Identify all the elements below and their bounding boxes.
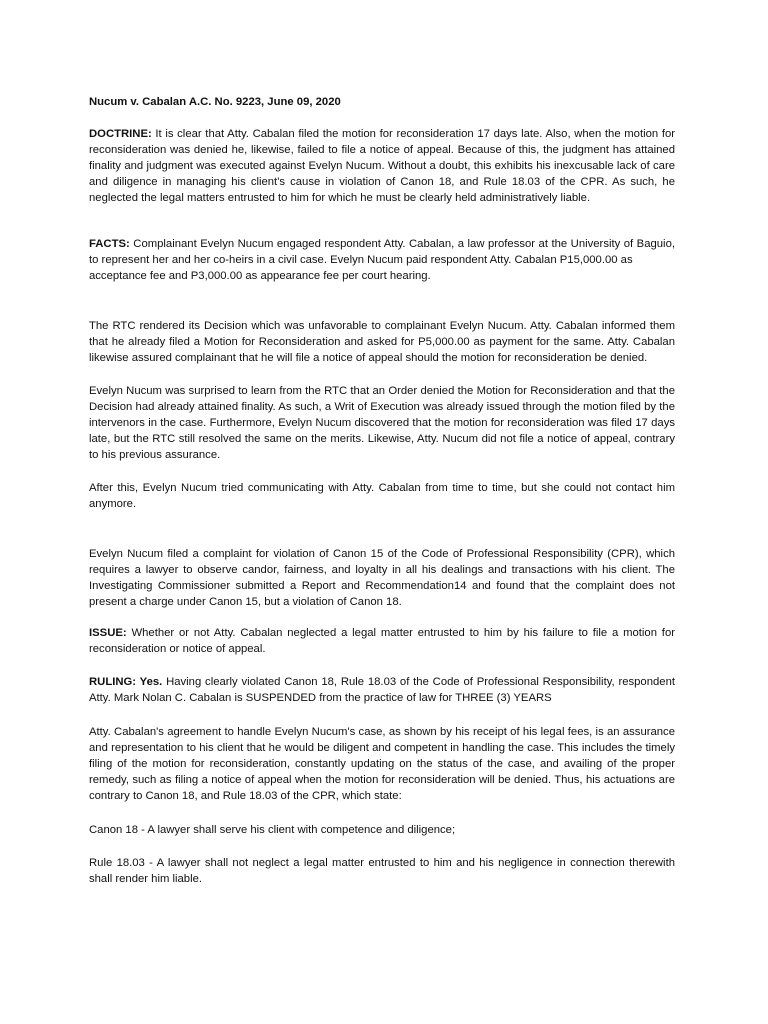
rule-18-03-paragraph: Rule 18.03 - A lawyer shall not neglect a legal matter entrusted to him and his negligence in connection therewith shall render him liable.: [89, 857, 675, 885]
facts-paragraph: [89, 236, 675, 284]
after-paragraph: After this, Evelyn Nucum tried communicating with Atty. Cabalan from time to time, but she could not contact him anymore.: [89, 482, 675, 510]
rtc-paragraph: The RTC rendered its Decision which was unfavorable to complainant Evelyn Nucum. Atty. Cabalan informed them that he already filed a Motion for Reconsideration and asked for P5,000.00 as payment for the same. Atty. Cabalan likewise assured complainant that he will file a notice of appeal should the motion for reconsideration be denied.: [89, 320, 675, 364]
ruling-text: Having clearly violated Canon 18, Rule 18.03 of the Code of Professional Responsibility, respondent Atty. Mark Nolan C. Cabalan is SUSPENDED from the practice of law for THREE (3) YEARS: [89, 676, 675, 704]
doctrine-paragraph: [89, 126, 675, 206]
issue-label: ISSUE:: [89, 627, 127, 639]
issue-text: Whether or not Atty. Cabalan neglected a legal matter entrusted to him by his failure to file a motion for reconsideration or notice of appeal.: [89, 627, 675, 655]
doctrine-text: It is clear that Atty. Cabalan filed the motion for reconsideration 17 days late. Also, when the motion for reconsideration was denied he, likewise, failed to file a notice of appeal. Because of this, the judgment has attained finality and judgment was executed against Evelyn Nucum. Without a doubt, this exhibits his inexcusable lack of care and diligence in managing his client's cause in violation of Canon 18, and Rule 18.03 of the CPR. As such, he neglected the legal matters entrusted to him for which he must be clearly held administratively liable.: [89, 128, 675, 204]
facts-continuation: acceptance fee and P3,000.00 as appearance fee per court hearing.: [89, 270, 431, 282]
complaint-paragraph: Evelyn Nucum filed a complaint for violation of Canon 15 of the Code of Professional Responsibility (CPR), which requires a lawyer to observe candor, fairness, and loyalty in all his dealings and transactions with his client. The Investigating Commissioner submitted a Report and Recommendation14 and found that the complaint does not present a charge under Canon 15, but a violation of Canon 18.: [89, 548, 675, 608]
facts-label: FACTS:: [89, 238, 130, 250]
document-title: Nucum v. Cabalan A.C. No. 9223, June 09, 2020: [89, 96, 341, 108]
surprised-paragraph: Evelyn Nucum was surprised to learn from the RTC that an Order denied the Motion for Reconsideration and that the Decision had already attained finality. As such, a Writ of Execution was already issued through the motion filed by the intervenors in the case. Furthermore, Evelyn Nucum discovered that the motion for reconsideration was filed 17 days late, but the RTC still resolved the same on the merits. Likewise, Atty. Nucum did not file a notice of appeal, contrary to his previous assurance.: [89, 385, 675, 461]
doctrine-label: DOCTRINE:: [89, 128, 152, 140]
agreement-paragraph: Atty. Cabalan's agreement to handle Evelyn Nucum's case, as shown by his receipt of his legal fees, is an assurance and representation to his client that he would be diligent and competent in handling the case. This includes the timely filing of the motion for reconsideration, constantly updating on the status of the case, and availing of the proper remedy, such as filing a notice of appeal when the motion for reconsideration will be denied. Thus, his actuations are contrary to Canon 18, and Rule 18.03 of the CPR, which state:: [89, 726, 675, 802]
facts-text: Complainant Evelyn Nucum engaged respondent Atty. Cabalan, a law professor at the University of Baguio, to represent her and her co-heirs in a civil case. Evelyn Nucum paid respondent Atty. Cabalan P15,000.00 as: [89, 238, 675, 266]
canon-18-paragraph: Canon 18 - A lawyer shall serve his client with competence and diligence;: [89, 824, 456, 836]
issue-paragraph: [89, 625, 675, 657]
ruling-paragraph: [89, 674, 675, 706]
ruling-label: RULING: Yes.: [89, 676, 163, 688]
